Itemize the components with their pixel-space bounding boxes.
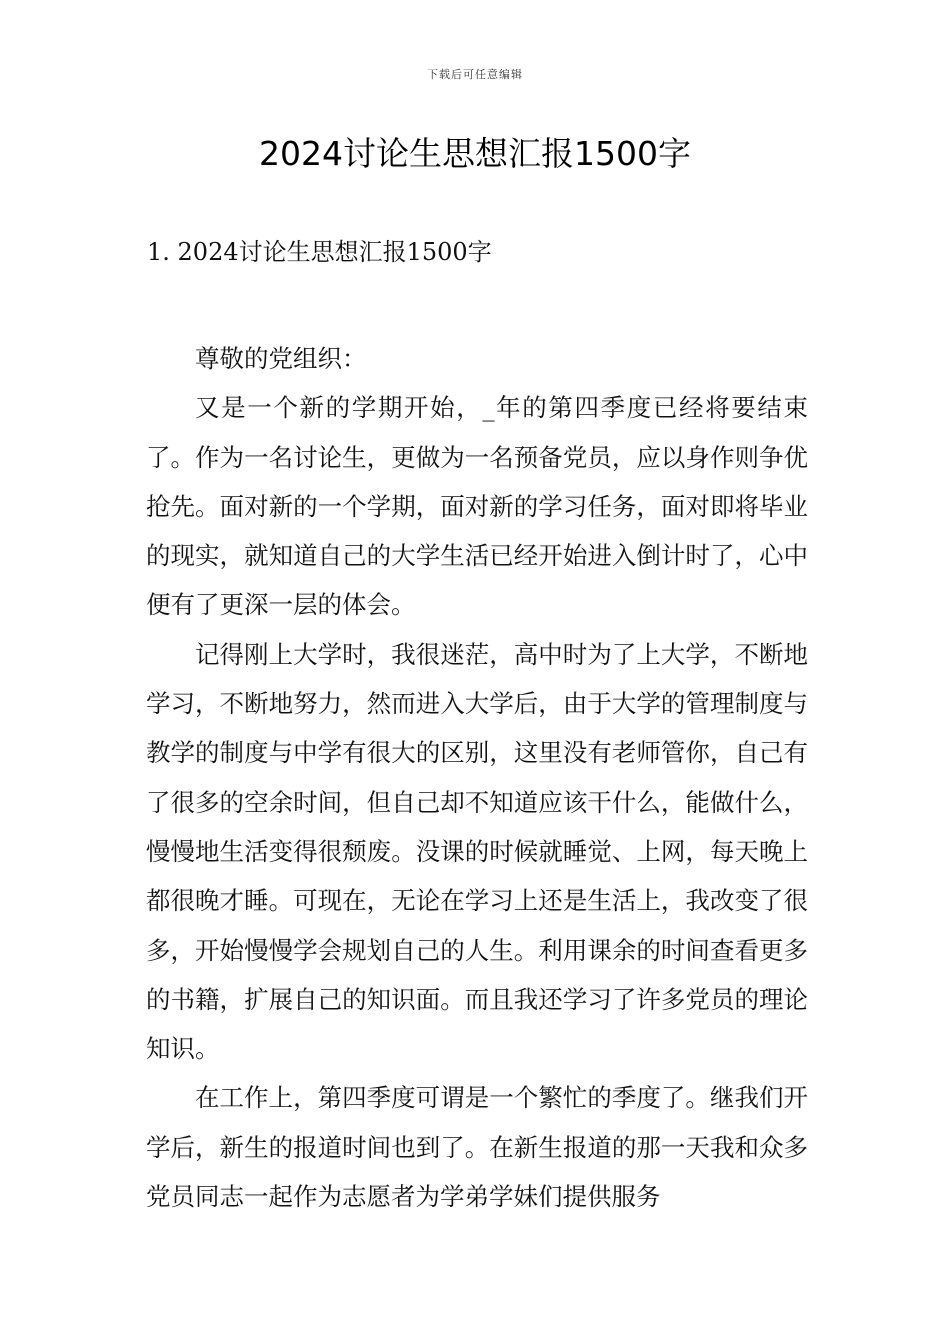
section-heading: 1. 2024讨论生思想汇报1500字: [147, 238, 492, 266]
document-body: [146, 334, 808, 1221]
document-title: 2024讨论生思想汇报1500字: [259, 134, 691, 173]
header-note: 下载后可任意编辑: [427, 68, 523, 81]
body-paragraph: 又是一个新的学期开始，_年的第四季度已经将要结束了。作为一名讨论生，更做为一名预备党员，应以身作则争优抢先。面对新的一个学期，面对新的学习任务，面对即将毕业的现实，就知道自己的大学生活已经开始进入倒计时了，心中便有了更深一层的体会。: [146, 393, 808, 620]
body-paragraph: 在工作上，第四季度可谓是一个繁忙的季度了。继我们开学后，新生的报道时间也到了。在新生报道的那一天我和众多党员同志一起作为志愿者为学弟学妹们提供服务: [146, 1083, 808, 1212]
body-paragraph: 记得刚上大学时，我很迷茫，高中时为了上大学，不断地学习，不断地努力，然而进入大学后，由于大学的管理制度与教学的制度与中学有很大的区别，这里没有老师管你，自己有了很多的空余时间，但自己却不知道应该干什么，能做什么，慢慢地生活变得很颓废。没课的时候就睡觉、上网，每天晚上都很晚才睡。可现在，无论在学习上还是生活上，我改变了很多，开始慢慢学会规划自己的人生。利用课余的时间查看更多的书籍，扩展自己的知识面。而且我还学习了许多党员的理论知识。: [146, 639, 808, 1064]
salutation-paragraph: 尊敬的党组织：: [195, 344, 367, 373]
